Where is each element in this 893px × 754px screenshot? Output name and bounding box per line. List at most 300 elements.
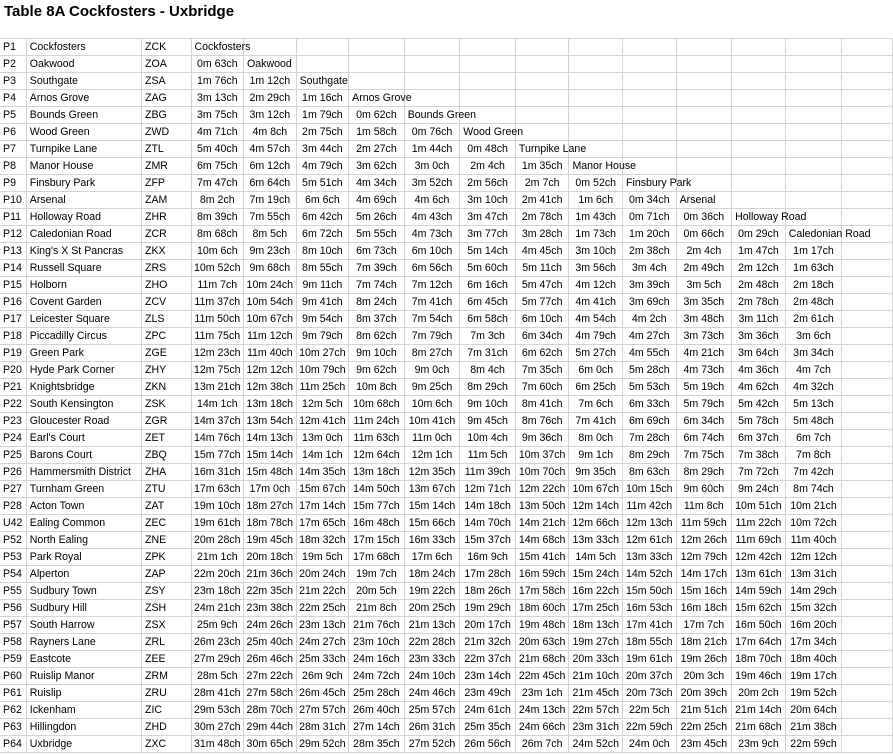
distance-cell: 21m 1ch bbox=[191, 549, 244, 566]
empty-cell bbox=[623, 56, 677, 73]
distance-cell: 29m 44ch bbox=[244, 719, 297, 736]
station-header-label: Manor House bbox=[569, 158, 623, 175]
distance-cell: 26m 46ch bbox=[244, 651, 297, 668]
table-row bbox=[0, 464, 893, 481]
distance-cell: 6m 42ch bbox=[296, 209, 349, 226]
distance-cell: 18m 60ch bbox=[515, 600, 569, 617]
distance-cell: 10m 67ch bbox=[244, 311, 297, 328]
station-name: Uxbridge bbox=[26, 736, 141, 753]
distance-cell: 21m 13ch bbox=[404, 617, 460, 634]
distance-cell: 12m 14ch bbox=[569, 498, 623, 515]
empty-cell bbox=[842, 107, 893, 124]
distance-cell: 12m 12ch bbox=[785, 549, 842, 566]
distance-cell: 15m 16ch bbox=[676, 583, 732, 600]
empty-cell bbox=[460, 73, 516, 90]
distance-cell: 10m 37ch bbox=[515, 447, 569, 464]
distance-cell: 15m 77ch bbox=[349, 498, 405, 515]
station-name: Bounds Green bbox=[26, 107, 141, 124]
distance-cell: 16m 48ch bbox=[349, 515, 405, 532]
empty-cell bbox=[569, 124, 623, 141]
empty-cell bbox=[842, 328, 893, 345]
distance-cell: 0m 63ch bbox=[191, 56, 244, 73]
empty-cell bbox=[842, 600, 893, 617]
station-name: South Harrow bbox=[26, 617, 141, 634]
row-id: P13 bbox=[0, 243, 26, 260]
distance-cell: 19m 22ch bbox=[404, 583, 460, 600]
row-id: P60 bbox=[0, 668, 26, 685]
distance-cell: 7m 3ch bbox=[460, 328, 516, 345]
row-id: P2 bbox=[0, 56, 26, 73]
table-row bbox=[0, 345, 893, 362]
empty-cell bbox=[676, 158, 732, 175]
distance-cell: 17m 15ch bbox=[349, 532, 405, 549]
empty-cell bbox=[842, 141, 893, 158]
distance-cell: 6m 69ch bbox=[623, 413, 677, 430]
distance-cell: 27m 57ch bbox=[296, 702, 349, 719]
distance-cell: 14m 5ch bbox=[569, 549, 623, 566]
distance-cell: 19m 29ch bbox=[460, 600, 516, 617]
distance-cell: 4m 69ch bbox=[349, 192, 405, 209]
station-code: ZTU bbox=[141, 481, 191, 498]
distance-cell: 22m 25ch bbox=[676, 719, 732, 736]
row-id: P7 bbox=[0, 141, 26, 158]
distance-cell: 20m 25ch bbox=[404, 600, 460, 617]
distance-cell: 21m 8ch bbox=[349, 600, 405, 617]
distance-cell: 13m 54ch bbox=[244, 413, 297, 430]
station-name: Acton Town bbox=[26, 498, 141, 515]
distance-cell: 9m 45ch bbox=[460, 413, 516, 430]
station-code: ZSA bbox=[141, 73, 191, 90]
distance-cell: 13m 18ch bbox=[244, 396, 297, 413]
distance-cell: 25m 33ch bbox=[296, 651, 349, 668]
empty-cell bbox=[842, 311, 893, 328]
station-code: ZET bbox=[141, 430, 191, 447]
distance-cell: 3m 48ch bbox=[676, 311, 732, 328]
distance-cell: 24m 0ch bbox=[623, 736, 677, 753]
distance-cell: 15m 48ch bbox=[244, 464, 297, 481]
station-name: Rayners Lane bbox=[26, 634, 141, 651]
distance-cell: 25m 9ch bbox=[191, 617, 244, 634]
distance-cell: 17m 25ch bbox=[569, 600, 623, 617]
table-row bbox=[0, 736, 893, 753]
distance-cell: 8m 2ch bbox=[191, 192, 244, 209]
distance-cell: 18m 24ch bbox=[404, 566, 460, 583]
station-code: ZRM bbox=[141, 668, 191, 685]
distance-cell: 8m 63ch bbox=[623, 464, 677, 481]
distance-cell: 13m 18ch bbox=[349, 464, 405, 481]
distance-cell: 4m 21ch bbox=[676, 345, 732, 362]
station-code: ZBG bbox=[141, 107, 191, 124]
empty-cell bbox=[842, 566, 893, 583]
distance-cell: 14m 1ch bbox=[296, 447, 349, 464]
row-id: U42 bbox=[0, 515, 26, 532]
distance-cell: 16m 18ch bbox=[676, 600, 732, 617]
empty-cell bbox=[842, 430, 893, 447]
empty-cell bbox=[785, 158, 842, 175]
distance-cell: 10m 72ch bbox=[785, 515, 842, 532]
distance-cell: 13m 67ch bbox=[404, 481, 460, 498]
station-code: ZKN bbox=[141, 379, 191, 396]
station-code: ZRL bbox=[141, 634, 191, 651]
distance-cell: 9m 11ch bbox=[296, 277, 349, 294]
empty-cell bbox=[732, 141, 786, 158]
distance-cell: 10m 51ch bbox=[732, 498, 786, 515]
table-row bbox=[0, 226, 893, 243]
empty-cell bbox=[842, 464, 893, 481]
distance-cell: 12m 23ch bbox=[191, 345, 244, 362]
distance-cell: 11m 40ch bbox=[244, 345, 297, 362]
distance-cell: 3m 13ch bbox=[191, 90, 244, 107]
distance-cell: 10m 24ch bbox=[244, 277, 297, 294]
row-id: P26 bbox=[0, 464, 26, 481]
distance-cell: 15m 32ch bbox=[785, 600, 842, 617]
station-name: Leicester Square bbox=[26, 311, 141, 328]
table-row bbox=[0, 498, 893, 515]
distance-cell: 5m 47ch bbox=[515, 277, 569, 294]
empty-cell bbox=[732, 158, 786, 175]
distance-cell: 6m 0ch bbox=[569, 362, 623, 379]
table-row bbox=[0, 56, 893, 73]
row-id: P57 bbox=[0, 617, 26, 634]
table-row bbox=[0, 702, 893, 719]
distance-cell: 26m 40ch bbox=[349, 702, 405, 719]
distance-cell: 14m 50ch bbox=[349, 481, 405, 498]
distance-cell: 14m 21ch bbox=[515, 515, 569, 532]
distance-cell: 21m 68ch bbox=[732, 719, 786, 736]
station-header-label: Cockfosters bbox=[191, 39, 244, 56]
distance-cell: 13m 50ch bbox=[515, 498, 569, 515]
distance-cell: 5m 51ch bbox=[296, 175, 349, 192]
distance-cell: 14m 76ch bbox=[191, 430, 244, 447]
distance-cell: 5m 14ch bbox=[460, 243, 516, 260]
empty-cell bbox=[349, 56, 405, 73]
station-code: ZGE bbox=[141, 345, 191, 362]
distance-cell: 4m 43ch bbox=[404, 209, 460, 226]
distance-cell: 18m 55ch bbox=[623, 634, 677, 651]
distance-cell: 4m 27ch bbox=[623, 328, 677, 345]
distance-cell: 12m 26ch bbox=[676, 532, 732, 549]
empty-cell bbox=[676, 124, 732, 141]
distance-cell: 3m 73ch bbox=[676, 328, 732, 345]
table-row bbox=[0, 124, 893, 141]
distance-cell: 11m 0ch bbox=[404, 430, 460, 447]
distance-cell: 11m 7ch bbox=[191, 277, 244, 294]
distance-cell: 12m 42ch bbox=[732, 549, 786, 566]
station-code: ZGR bbox=[141, 413, 191, 430]
distance-cell: 15m 50ch bbox=[623, 583, 677, 600]
distance-cell: 19m 61ch bbox=[623, 651, 677, 668]
distance-cell: 22m 45ch bbox=[515, 668, 569, 685]
empty-cell bbox=[842, 583, 893, 600]
distance-cell: 17m 34ch bbox=[785, 634, 842, 651]
distance-cell: 23m 9ch bbox=[732, 736, 786, 753]
distance-cell: 21m 36ch bbox=[244, 566, 297, 583]
distance-cell: 26m 31ch bbox=[404, 719, 460, 736]
table-row bbox=[0, 73, 893, 90]
distance-cell: 0m 71ch bbox=[623, 209, 677, 226]
distance-cell: 23m 14ch bbox=[460, 668, 516, 685]
distance-cell: 3m 69ch bbox=[623, 294, 677, 311]
station-code: ZBQ bbox=[141, 447, 191, 464]
station-code: ZOA bbox=[141, 56, 191, 73]
station-name: Earl's Court bbox=[26, 430, 141, 447]
empty-cell bbox=[842, 260, 893, 277]
distance-cell: 7m 75ch bbox=[676, 447, 732, 464]
empty-cell bbox=[842, 515, 893, 532]
distance-cell: 2m 61ch bbox=[785, 311, 842, 328]
distance-cell: 19m 52ch bbox=[785, 685, 842, 702]
distance-cell: 3m 6ch bbox=[785, 328, 842, 345]
empty-cell bbox=[515, 90, 569, 107]
distance-cell: 23m 49ch bbox=[460, 685, 516, 702]
distance-cell: 1m 43ch bbox=[569, 209, 623, 226]
distance-cell: 19m 5ch bbox=[296, 549, 349, 566]
table-row bbox=[0, 583, 893, 600]
distance-cell: 3m 10ch bbox=[569, 243, 623, 260]
station-code: ZRU bbox=[141, 685, 191, 702]
distance-cell: 6m 56ch bbox=[404, 260, 460, 277]
distance-cell: 10m 52ch bbox=[191, 260, 244, 277]
distance-cell: 20m 64ch bbox=[785, 702, 842, 719]
table-row bbox=[0, 447, 893, 464]
distance-cell: 3m 34ch bbox=[785, 345, 842, 362]
distance-cell: 7m 60ch bbox=[515, 379, 569, 396]
distance-cell: 24m 27ch bbox=[296, 634, 349, 651]
distance-cell: 5m 19ch bbox=[676, 379, 732, 396]
distance-cell: 7m 54ch bbox=[404, 311, 460, 328]
station-name: Holborn bbox=[26, 277, 141, 294]
distance-cell: 3m 47ch bbox=[460, 209, 516, 226]
distance-cell: 12m 64ch bbox=[349, 447, 405, 464]
distance-cell: 28m 70ch bbox=[244, 702, 297, 719]
distance-cell: 6m 7ch bbox=[785, 430, 842, 447]
station-code: ZFP bbox=[141, 175, 191, 192]
distance-cell: 14m 52ch bbox=[623, 566, 677, 583]
row-id: P61 bbox=[0, 685, 26, 702]
station-code: ZMR bbox=[141, 158, 191, 175]
station-name: Eastcote bbox=[26, 651, 141, 668]
station-code: ZAT bbox=[141, 498, 191, 515]
distance-cell: 21m 51ch bbox=[676, 702, 732, 719]
empty-cell bbox=[515, 56, 569, 73]
station-code: ZSX bbox=[141, 617, 191, 634]
empty-cell bbox=[676, 107, 732, 124]
empty-cell bbox=[842, 192, 893, 209]
distance-cell: 4m 57ch bbox=[244, 141, 297, 158]
distance-cell: 23m 1ch bbox=[515, 685, 569, 702]
distance-cell: 5m 26ch bbox=[349, 209, 405, 226]
distance-cell: 20m 3ch bbox=[676, 668, 732, 685]
distance-cell: 17m 58ch bbox=[515, 583, 569, 600]
table-row bbox=[0, 209, 893, 226]
distance-cell: 1m 79ch bbox=[296, 107, 349, 124]
station-name: Russell Square bbox=[26, 260, 141, 277]
station-name: Turnpike Lane bbox=[26, 141, 141, 158]
station-code: ZCV bbox=[141, 294, 191, 311]
distance-cell: 24m 66ch bbox=[515, 719, 569, 736]
distance-cell: 26m 23ch bbox=[191, 634, 244, 651]
station-name: Gloucester Road bbox=[26, 413, 141, 430]
row-id: P54 bbox=[0, 566, 26, 583]
distance-cell: 4m 6ch bbox=[404, 192, 460, 209]
empty-cell bbox=[842, 39, 893, 56]
table-row bbox=[0, 532, 893, 549]
distance-cell: 16m 22ch bbox=[569, 583, 623, 600]
distance-cell: 3m 39ch bbox=[623, 277, 677, 294]
distance-cell: 6m 10ch bbox=[515, 311, 569, 328]
distance-cell: 11m 25ch bbox=[296, 379, 349, 396]
table-row bbox=[0, 566, 893, 583]
distance-cell: 6m 34ch bbox=[676, 413, 732, 430]
empty-cell bbox=[785, 124, 842, 141]
distance-cell: 19m 26ch bbox=[676, 651, 732, 668]
distance-cell: 16m 53ch bbox=[623, 600, 677, 617]
distance-cell: 6m 45ch bbox=[460, 294, 516, 311]
distance-cell: 4m 79ch bbox=[296, 158, 349, 175]
distance-cell: 18m 26ch bbox=[460, 583, 516, 600]
empty-cell bbox=[785, 192, 842, 209]
distance-cell: 27m 22ch bbox=[244, 668, 297, 685]
station-code: ZLS bbox=[141, 311, 191, 328]
distance-cell: 28m 41ch bbox=[191, 685, 244, 702]
row-id: P5 bbox=[0, 107, 26, 124]
empty-cell bbox=[785, 73, 842, 90]
table-row bbox=[0, 311, 893, 328]
station-header-label: Oakwood bbox=[244, 56, 297, 73]
distance-cell: 18m 70ch bbox=[732, 651, 786, 668]
distance-cell: 11m 24ch bbox=[349, 413, 405, 430]
station-code: ZAP bbox=[141, 566, 191, 583]
distance-cell: 16m 20ch bbox=[785, 617, 842, 634]
distance-cell: 17m 7ch bbox=[676, 617, 732, 634]
distance-cell: 2m 48ch bbox=[732, 277, 786, 294]
distance-cell: 4m 71ch bbox=[191, 124, 244, 141]
station-header-label: Bounds Green bbox=[404, 107, 460, 124]
distance-cell: 13m 33ch bbox=[569, 532, 623, 549]
distance-cell: 8m 10ch bbox=[296, 243, 349, 260]
station-name: Arsenal bbox=[26, 192, 141, 209]
distance-cell: 8m 24ch bbox=[349, 294, 405, 311]
distance-cell: 7m 41ch bbox=[404, 294, 460, 311]
distance-cell: 14m 68ch bbox=[515, 532, 569, 549]
station-header-label: Arsenal bbox=[676, 192, 732, 209]
distance-cell: 12m 79ch bbox=[676, 549, 732, 566]
distance-cell: 6m 74ch bbox=[676, 430, 732, 447]
distance-cell: 15m 62ch bbox=[732, 600, 786, 617]
distance-cell: 8m 76ch bbox=[515, 413, 569, 430]
distance-cell: 5m 55ch bbox=[349, 226, 405, 243]
empty-cell bbox=[842, 617, 893, 634]
distance-cell: 1m 12ch bbox=[244, 73, 297, 90]
distance-cell: 0m 66ch bbox=[676, 226, 732, 243]
empty-cell bbox=[842, 243, 893, 260]
distance-cell: 26m 9ch bbox=[296, 668, 349, 685]
empty-cell bbox=[842, 549, 893, 566]
table-row bbox=[0, 328, 893, 345]
station-code: ZXC bbox=[141, 736, 191, 753]
distance-cell: 8m 0ch bbox=[569, 430, 623, 447]
distance-cell: 20m 24ch bbox=[296, 566, 349, 583]
row-id: P19 bbox=[0, 345, 26, 362]
distance-cell: 23m 13ch bbox=[296, 617, 349, 634]
distance-cell: 5m 27ch bbox=[569, 345, 623, 362]
distance-cell: 10m 41ch bbox=[404, 413, 460, 430]
distance-cell: 21m 68ch bbox=[515, 651, 569, 668]
distance-cell: 24m 26ch bbox=[244, 617, 297, 634]
station-code: ZNE bbox=[141, 532, 191, 549]
empty-cell bbox=[842, 685, 893, 702]
distance-cell: 3m 35ch bbox=[676, 294, 732, 311]
distance-cell: 12m 75ch bbox=[191, 362, 244, 379]
distance-cell: 22m 57ch bbox=[569, 702, 623, 719]
distance-cell: 20m 39ch bbox=[676, 685, 732, 702]
distance-cell: 2m 78ch bbox=[515, 209, 569, 226]
distance-cell: 21m 10ch bbox=[569, 668, 623, 685]
distance-cell: 8m 68ch bbox=[191, 226, 244, 243]
distance-cell: 23m 33ch bbox=[404, 651, 460, 668]
empty-cell bbox=[842, 175, 893, 192]
station-name: Ealing Common bbox=[26, 515, 141, 532]
distance-cell: 4m 55ch bbox=[623, 345, 677, 362]
table-row bbox=[0, 430, 893, 447]
empty-cell bbox=[842, 294, 893, 311]
distance-cell: 17m 14ch bbox=[296, 498, 349, 515]
row-id: P22 bbox=[0, 396, 26, 413]
station-name: North Ealing bbox=[26, 532, 141, 549]
station-code: ZSH bbox=[141, 600, 191, 617]
row-id: P20 bbox=[0, 362, 26, 379]
distance-cell: 1m 47ch bbox=[732, 243, 786, 260]
distance-cell: 27m 52ch bbox=[404, 736, 460, 753]
distance-cell: 11m 40ch bbox=[785, 532, 842, 549]
distance-cell: 22m 37ch bbox=[460, 651, 516, 668]
distance-cell: 1m 63ch bbox=[785, 260, 842, 277]
distance-cell: 7m 6ch bbox=[569, 396, 623, 413]
distance-cell: 14m 70ch bbox=[460, 515, 516, 532]
empty-cell bbox=[842, 481, 893, 498]
distance-cell: 29m 53ch bbox=[191, 702, 244, 719]
distance-cell: 26m 45ch bbox=[296, 685, 349, 702]
distance-cell: 21m 76ch bbox=[349, 617, 405, 634]
distance-cell: 7m 38ch bbox=[732, 447, 786, 464]
distance-cell: 20m 28ch bbox=[191, 532, 244, 549]
empty-cell bbox=[785, 107, 842, 124]
distance-cell: 2m 48ch bbox=[785, 294, 842, 311]
distance-cell: 12m 38ch bbox=[244, 379, 297, 396]
distance-cell: 5m 79ch bbox=[676, 396, 732, 413]
distance-cell: 1m 44ch bbox=[404, 141, 460, 158]
station-code: ZEE bbox=[141, 651, 191, 668]
distance-cell: 7m 19ch bbox=[244, 192, 297, 209]
empty-cell bbox=[732, 73, 786, 90]
distance-cell: 6m 37ch bbox=[732, 430, 786, 447]
station-name: Covent Garden bbox=[26, 294, 141, 311]
empty-cell bbox=[623, 141, 677, 158]
distance-cell: 8m 62ch bbox=[349, 328, 405, 345]
table-row bbox=[0, 362, 893, 379]
station-code: ZHY bbox=[141, 362, 191, 379]
empty-cell bbox=[842, 345, 893, 362]
row-id: P24 bbox=[0, 430, 26, 447]
distance-cell: 11m 8ch bbox=[676, 498, 732, 515]
distance-cell: 16m 33ch bbox=[404, 532, 460, 549]
distance-cell: 8m 27ch bbox=[404, 345, 460, 362]
empty-cell bbox=[349, 73, 405, 90]
distance-cell: 6m 72ch bbox=[296, 226, 349, 243]
distance-cell: 14m 59ch bbox=[732, 583, 786, 600]
distance-cell: 3m 11ch bbox=[732, 311, 786, 328]
distance-cell: 2m 7ch bbox=[515, 175, 569, 192]
